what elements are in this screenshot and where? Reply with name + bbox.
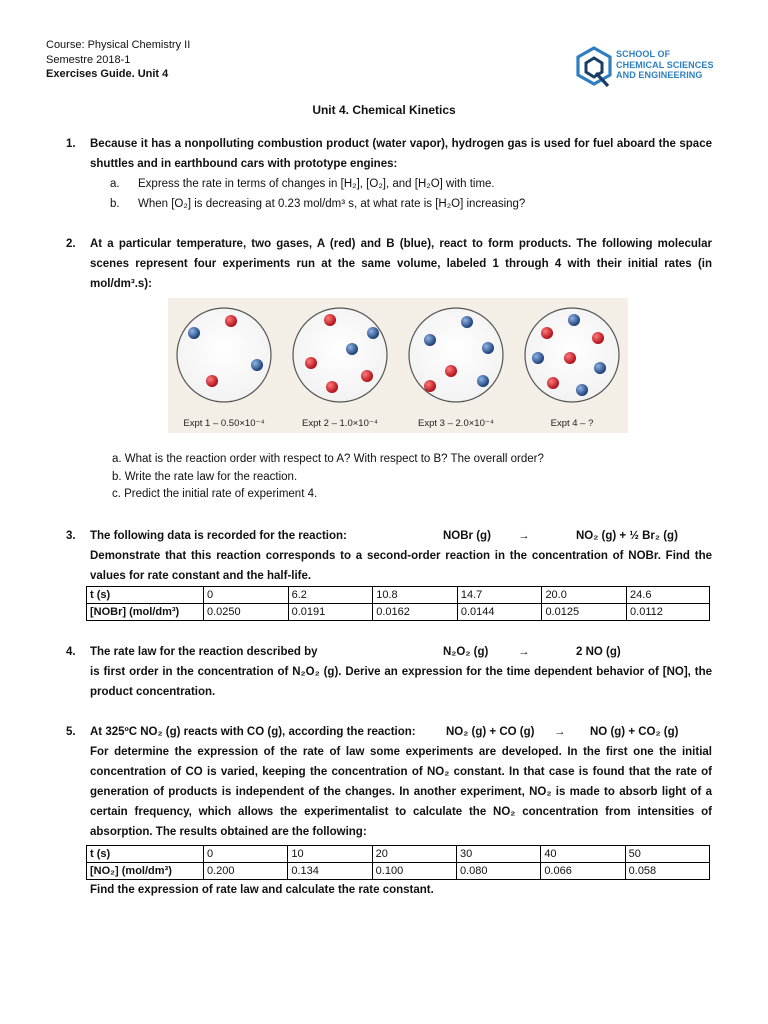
- molecule-b: [576, 384, 588, 396]
- molecule-b: [461, 316, 473, 328]
- table-row: [NOBr] (mol/dm³) 0.0250 0.0191 0.0162 0.0144 0.0125 0.0112: [87, 604, 710, 621]
- molecular-scenes-figure: [168, 298, 628, 433]
- scene-expt-2: [293, 308, 387, 402]
- molecule-b: [482, 342, 494, 354]
- reactants: NO₂ (g) + CO (g): [446, 726, 535, 738]
- products: 2 NO (g): [576, 646, 621, 658]
- molecule-a: [424, 380, 436, 392]
- reactant: N₂O₂ (g): [443, 646, 489, 658]
- question-2c: c. Predict the initial rate of experiment 4.: [112, 488, 318, 500]
- expt-3-label: Expt 3 – 2.0×10⁻⁴: [418, 418, 494, 429]
- question-1: [66, 134, 712, 214]
- table-row: t (s) 0 6.2 10.8 14.7 20.0 24.6: [87, 587, 710, 604]
- document-header: [46, 38, 190, 82]
- question-2b: b. Write the rate law for the reaction.: [112, 470, 298, 483]
- molecule-b: [251, 359, 263, 371]
- molecule-b: [594, 362, 606, 374]
- question-number: 3.: [66, 530, 76, 542]
- question-3: [66, 526, 712, 586]
- question-2a: a. What is the reaction order with respect to A? With respect to B? The overall order?: [112, 453, 544, 465]
- school-logo-icon: [574, 46, 614, 88]
- question-4: [66, 642, 712, 702]
- reaction-line: The rate law for the reaction described by N₂O₂ (g) → 2 NO (g): [90, 642, 712, 662]
- scene-expt-4: [525, 308, 619, 402]
- question-number: 2.: [66, 238, 76, 250]
- molecule-a: [564, 352, 576, 364]
- expt-2-label: Expt 2 – 1.0×10⁻⁴: [302, 418, 378, 429]
- scene-expt-3: [409, 308, 503, 402]
- question-1b: b. When [O₂] is decreasing at 0.23 mol/dm³ s, at what rate is [H₂O] increasing?: [110, 198, 526, 210]
- school-logo-text: SCHOOL OF CHEMICAL SCIENCES AND ENGINEERING: [616, 49, 714, 80]
- molecule-a: [305, 357, 317, 369]
- reaction-arrow: →: [518, 646, 530, 658]
- question-number: 4.: [66, 646, 76, 658]
- question-text: Demonstrate that this reaction corresponds to a second-order reaction in the concentration of NOBr. Find the values for rate constant and the half-life.: [90, 550, 712, 582]
- table-row: t (s) 0 10 20 30 40 50: [87, 846, 710, 863]
- question-text: At a particular temperature, two gases, A (red) and B (blue), react to form products. The following molecular scenes represent four experiments run at the same volume, labeled 1 through 4 with their initial rates (in mol/dm³.s):: [90, 238, 712, 290]
- molecule-a: [361, 370, 373, 382]
- reaction-line: The following data is recorded for the reaction: NOBr (g) → NO₂ (g) + ½ Br₂ (g): [90, 526, 712, 546]
- molecule-b: [424, 334, 436, 346]
- scene-expt-1: [177, 308, 271, 402]
- reaction-arrow: →: [554, 726, 566, 738]
- molecule-b: [532, 352, 544, 364]
- question-1a: a. Express the rate in terms of changes in [H₂], [O₂], and [H₂O] with time.: [110, 178, 495, 190]
- molecule-a: [225, 315, 237, 327]
- molecule-b: [568, 314, 580, 326]
- question-5: [66, 722, 712, 842]
- molecule-a: [541, 327, 553, 339]
- reaction-line: At 325ºC NO₂ (g) reacts with CO (g), according the reaction: NO₂ (g) + CO (g) → NO (g) + CO₂ (g): [90, 722, 712, 742]
- course-line: Course: Physical Chemistry II: [46, 39, 191, 51]
- molecule-a: [324, 314, 336, 326]
- question-text: For determine the expression of the rate of law some experiments are developed. In the first one the initial concentration of CO is varied, keeping the concentration of NO₂ constant. In that case is found that the rate of generation of products is independent of the changes. In another experiment, NO₂ is made to absorb light of a certain frequency, which allows the experimentalist to calculate the NO₂ concentration from intensities of absorption. The results obtained are the following:: [90, 746, 712, 838]
- molecule-a: [547, 377, 559, 389]
- question-number: 5.: [66, 726, 76, 738]
- question-number: 1.: [66, 138, 76, 150]
- products: NO₂ (g) + ½ Br₂ (g): [576, 530, 678, 542]
- question-text: is first order in the concentration of N₂O₂ (g). Derive an expression for the time dependent behavior of [NO], the product concentration.: [90, 666, 712, 698]
- reactant: NOBr (g): [443, 530, 491, 542]
- molecule-b: [477, 375, 489, 387]
- nobr-data-table: [86, 586, 710, 621]
- molecule-a: [445, 365, 457, 377]
- products: NO (g) + CO₂ (g): [590, 726, 679, 738]
- molecule-b: [367, 327, 379, 339]
- molecule-a: [326, 381, 338, 393]
- molecule-a: [206, 375, 218, 387]
- table-row: [NO₂] (mol/dm³) 0.200 0.134 0.100 0.080 0.066 0.058: [87, 863, 710, 880]
- expt-1-label: Expt 1 – 0.50×10⁻⁴: [183, 418, 265, 429]
- guide-line: Exercises Guide. Unit 4: [46, 68, 169, 80]
- molecule-b: [346, 343, 358, 355]
- molecule-b: [188, 327, 200, 339]
- page-title: Unit 4. Chemical Kinetics: [312, 103, 456, 117]
- semester-line: Semestre 2018-1: [46, 53, 131, 66]
- question-5-final: Find the expression of rate law and calculate the rate constant.: [90, 884, 434, 896]
- molecule-a: [592, 332, 604, 344]
- expt-4-label: Expt 4 – ?: [550, 418, 594, 429]
- molecular-scenes: [168, 298, 628, 433]
- question-text: Because it has a nonpolluting combustion product (water vapor), hydrogen gas is used for fuel aboard the space shuttles and in earthbound cars with prototype engines:: [90, 138, 712, 170]
- school-logo: [574, 46, 734, 88]
- question-2-parts: [112, 451, 544, 504]
- no2-data-table: [86, 845, 710, 880]
- reaction-arrow: →: [518, 530, 530, 542]
- question-2: [66, 234, 712, 294]
